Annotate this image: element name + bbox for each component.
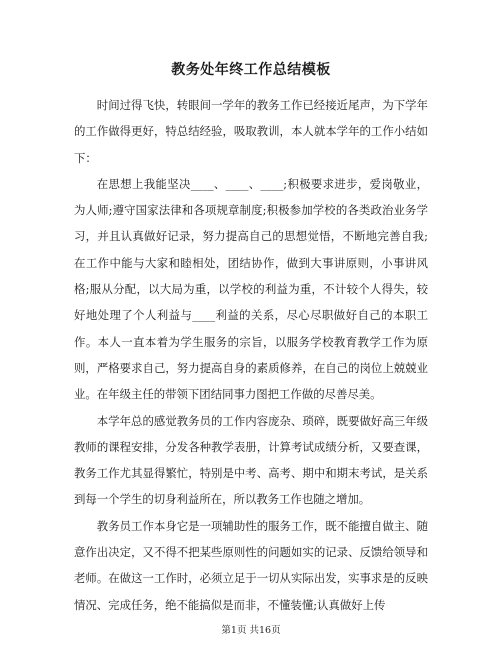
document-title: 教务处年终工作总结模板 bbox=[171, 62, 331, 78]
page-number: 第1页 共16页 bbox=[221, 625, 281, 636]
paragraph-workload: 本学年总的感觉教务员的工作内容庞杂、琐碎，既要做好高三年级教师的课程安排，分发各种教学表册，计算考试成绩分析，又要查课，教务工作尤其显得繁忙，特别是中考、高考、期中和期末考试，是关系到每一个学生的切身利益所在，所以教务工作也随之增加。 bbox=[74, 413, 428, 507]
paragraph-intro: 时间过得飞快，转眼间一学年的教务工作已经接近尾声，为下学年的工作做得更好，特总结经验，吸取教训，本人就本学年的工作小结如下： bbox=[74, 98, 428, 165]
paragraph-service: 教务员工作本身它是一项辅助性的服务工作，既不能擅自做主、随意作出决定，又不得不把某些原则性的问题如实的记录、反馈给领导和老师。在做这一工作时，必须立足于一切从实际出发，实事求是的反映情况、完成任务，绝不能搞似是而非，不懂装懂;认真做好上传 bbox=[74, 518, 428, 612]
paragraph-ideology: 在思想上我能坚决____、____、____;积极要求进步，爱岗敬业，为人师;遵守国家法律和各项规章制度;积极参加学校的各类政治业务学习，并且认真做好记录，努力提高自己的思想觉悟，不断地完善自我;在工作中能与大家和睦相处，团结协作，做到大事讲原则，小事讲风格;服从分配，以大局为重，以学校的利益为重，不计较个人得失，较好地处理了个人利益与____利益的关系，尽心尽职做好自己的本职工作。本人一直本着为学生服务的宗旨，以服务学校教育教学工作为原则，严格要求自己，努力提高自身的素质修养，在自己的岗位上兢兢业业。在年级主任的带领下团结同事力图把工作做的尽善尽美。 bbox=[74, 176, 428, 402]
document-body bbox=[74, 92, 428, 618]
